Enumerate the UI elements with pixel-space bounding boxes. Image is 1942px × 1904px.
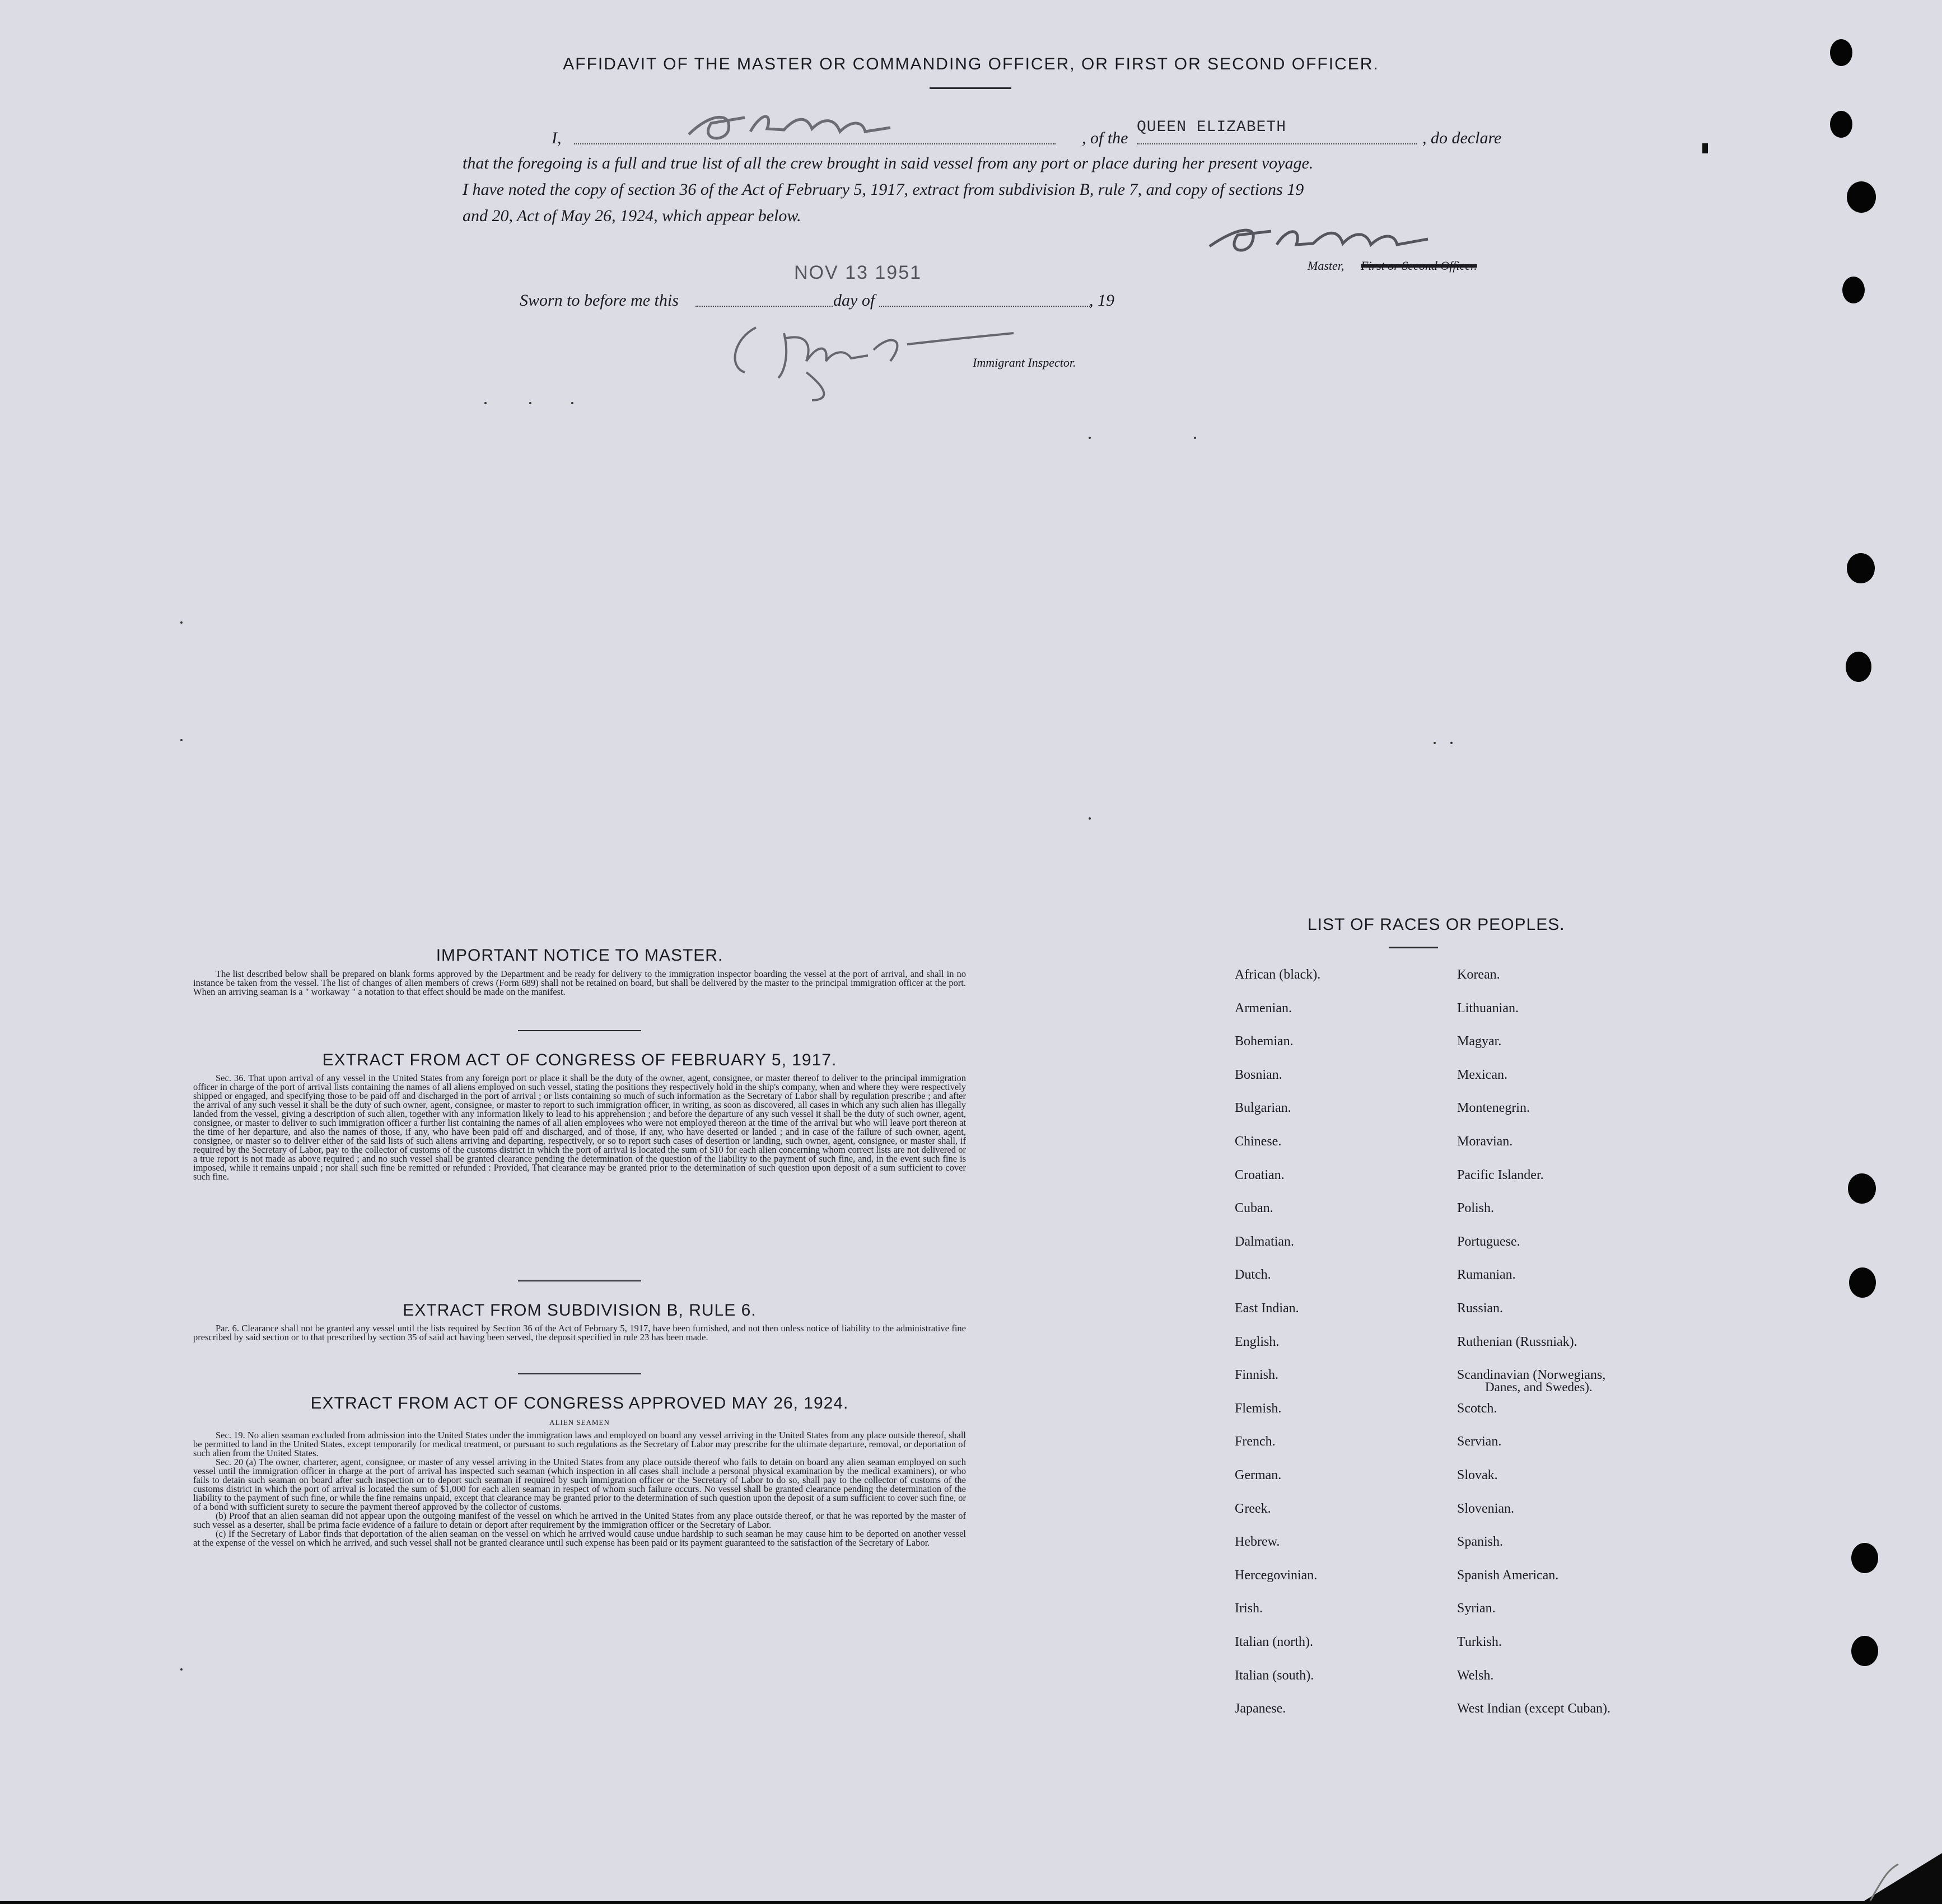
sec-20c-paragraph: (c) If the Secretary of Labor finds that deportation of the alien seaman on the vessel on which he arrived would cause undue hardship to such seaman he may cause him to be deported on another vessel at the expense of the vessel on which he arrived, and such vessel shall not be granted clearance until such expense has been paid or its payment guaranteed to the satisfaction of the Secretary of Labor. <box>193 1528 966 1548</box>
race-right-item: Russian. <box>1457 1301 1504 1316</box>
master-signature <box>1198 216 1445 260</box>
race-right-item: Montenegrin. <box>1457 1101 1530 1115</box>
race-right-item: Rumanian. <box>1457 1267 1516 1282</box>
race-right-item: Servian. <box>1457 1434 1502 1449</box>
extract-1917-divider <box>518 1280 641 1281</box>
speck <box>1450 742 1453 744</box>
speck <box>571 402 573 404</box>
punch-hole <box>1830 111 1852 138</box>
race-left-item: African (black). <box>1235 967 1321 982</box>
speck <box>1434 742 1436 744</box>
punch-hole <box>1848 1173 1876 1204</box>
notice-divider <box>518 1030 641 1031</box>
sworn-day-of: day of <box>833 291 875 310</box>
sec-20a-paragraph: Sec. 20 (a) The owner, charterer, agent, consignee, or master of any vessel arriving in the United States from any place outside thereof who fails to detain on board any alien seaman employed on such vessel until the immigration officer in charge at the port of arrival has inspected such seaman (which inspection in all cases shall include a personal physical examination by the medical examiners), or who fails to detain such seaman on board after such inspection or to deport such seaman if required by such immigration officer or the Secretary of Labor to do so, shall pay to the collector of customs of the customs district in which the port of arrival is located the sum of $1,000 for each alien seaman in respect of whom such failure occurs. No vessel shall be granted clearance pending the determination of the liability to the payment of such fine, or while the fine remains unpaid, except that clearance may be granted prior to the determination of such question upon the deposit of a sum sufficient to cover such fine, or of a bond with sufficient surety to secure the payment thereof approved by the collector of customs. <box>193 1457 966 1512</box>
speck <box>180 739 183 741</box>
race-right-item: Magyar. <box>1457 1034 1502 1049</box>
race-right-item: Ruthenian (Russniak). <box>1457 1335 1577 1349</box>
ink-mark <box>1702 143 1708 153</box>
race-right-item: Slovenian. <box>1457 1501 1514 1516</box>
race-right-item: Spanish American. <box>1457 1568 1559 1583</box>
extract-1924-title: EXTRACT FROM ACT OF CONGRESS APPROVED MAY 26, 1924. <box>310 1394 849 1412</box>
speck <box>1089 817 1091 820</box>
race-left-item: Chinese. <box>1235 1134 1282 1149</box>
bottom-edge <box>0 1901 1942 1904</box>
race-left-item: Irish. <box>1235 1601 1263 1616</box>
race-right-item: Slovak. <box>1457 1468 1498 1482</box>
speck <box>180 1668 183 1671</box>
punch-hole <box>1842 277 1865 303</box>
subdivision-b-title: EXTRACT FROM SUBDIVISION B, RULE 6. <box>403 1301 757 1320</box>
race-left-item: Japanese. <box>1235 1701 1286 1716</box>
race-right-item: Lithuanian. <box>1457 1001 1519 1016</box>
punch-hole <box>1851 1636 1878 1666</box>
race-left-item: Bosnian. <box>1235 1068 1282 1082</box>
race-left-item: Flemish. <box>1235 1401 1282 1416</box>
race-left-item: East Indian. <box>1235 1301 1299 1316</box>
subdivision-b-divider <box>518 1373 641 1374</box>
race-left-item: German. <box>1235 1468 1282 1482</box>
race-right-item: Syrian. <box>1457 1601 1496 1616</box>
alien-seamen-heading: ALIEN SEAMEN <box>549 1418 610 1426</box>
affidavit-of-the: , of the <box>1082 129 1128 147</box>
inspector-label: Immigrant Inspector. <box>973 355 1076 369</box>
race-right-item: Welsh. <box>1457 1668 1494 1683</box>
title-divider <box>930 87 1011 89</box>
race-left-item: Hebrew. <box>1235 1535 1280 1549</box>
speck <box>180 621 183 624</box>
race-left-item: Italian (north). <box>1235 1635 1313 1649</box>
race-right-item: Pacific Islander. <box>1457 1168 1544 1182</box>
master-label: Master, <box>1308 259 1345 273</box>
race-right-item: Scotch. <box>1457 1401 1497 1416</box>
date-stamp: NOV 13 1951 <box>794 262 922 283</box>
speck <box>1089 437 1091 439</box>
race-left-item: Croatian. <box>1235 1168 1285 1182</box>
scandinavian-continued: Danes, and Swedes). <box>1485 1380 1593 1394</box>
speck <box>1194 437 1196 439</box>
race-left-item: Finnish. <box>1235 1368 1279 1382</box>
affidavit-do-declare: , do declare <box>1422 129 1502 147</box>
affidavit-line-4: and 20, Act of May 26, 1924, which appear below. <box>463 207 801 225</box>
vessel-name: QUEEN ELIZABETH <box>1137 119 1287 136</box>
race-right-item: Polish. <box>1457 1201 1495 1215</box>
speck <box>529 402 531 404</box>
race-right-item: Portuguese. <box>1457 1234 1520 1249</box>
notice-body: The list described below shall be prepared on blank forms approved by the Department and be ready for delivery to the immigration inspector boarding the vessel at the port of arrival, and shall in no instance be taken from the vessel. The list of changes of alien members of crews (Form 689) shall not be retained on board, but shall be delivered by the master to the principal immigration officer at the port. When an arriving seaman is a " workaway " a notation to that effect should be made on the manifest. <box>193 969 966 997</box>
race-left-item: Cuban. <box>1235 1201 1273 1215</box>
punch-hole <box>1849 1267 1876 1298</box>
vessel-name-line <box>1137 141 1417 144</box>
race-left-item: Greek. <box>1235 1501 1271 1516</box>
races-divider <box>1389 947 1438 948</box>
page-corner-shadow <box>1848 1847 1942 1904</box>
affidavit-i: I, <box>552 129 562 147</box>
race-left-item: Dalmatian. <box>1235 1234 1294 1249</box>
punch-hole <box>1851 1543 1878 1573</box>
extract-1924-body <box>193 1431 966 1547</box>
struck-officer-label: First or Second Officer. <box>1361 259 1477 273</box>
affidavit-line-2: that the foregoing is a full and true list of all the crew brought in said vessel from any port or place during her present voyage. <box>463 154 1314 172</box>
race-right-item: Turkish. <box>1457 1635 1502 1649</box>
race-left-item: Bulgarian. <box>1235 1101 1291 1115</box>
race-left-item: Italian (south). <box>1235 1668 1314 1683</box>
notice-title: IMPORTANT NOTICE TO MASTER. <box>436 946 723 965</box>
sec-20b-paragraph: (b) Proof that an alien seaman did not appear upon the outgoing manifest of the vessel on which he arrived in the United States from any place outside thereof, or that he was reported by the master of such vessel as a deserter, shall be prima facie evidence of a failure to detain or deport after requirement by the immigration officer or the Secretary of Labor. <box>193 1510 966 1530</box>
extract-1917-body: Sec. 36. That upon arrival of any vessel in the United States from any foreign port or place it shall be the duty of the owner, agent, consignee, or master thereof to deliver to the principal immigration officer in charge of the port of arrival lists containing the names of all aliens employed on such vessel, stating the positions they respectively hold in the ship's company, when and where they were respectively shipped or engaged, and specifying those to be paid off and discharged in the port of arrival ; or lists containing so much of such information as the Secretary of Labor shall by regulation prescribe ; and after the arrival of any such vessel it shall be the duty of such owner, agent, consignee, or master to report to such immigration officer, in writing, as soon as discovered, all cases in which any such alien has illegally landed from the vessel, giving a description of such alien, together with any information likely to lead to his apprehension ; and before the departure of any such vessel it shall be the duty of such owner, agent, consignee, or master to deliver to such immigration officer a further list containing the names of all alien employees who were not employed thereon at the time of the arrival but who will leave port thereon at the time of her departure, and also the names of those, if any, who have been paid off and discharged, and of those, if any, who have deserted or landed ; and in case of the failure of such owner, agent, consignee, or master so to deliver either of the said lists of such aliens arriving and departing, respectively, or so to report such cases of desertion or landing, such owner, agent, consignee, or master shall, if required by the Secretary of Labor, pay to the collector of customs of the customs district in which the port of arrival is located the sum of $10 for each alien concerning whom correct lists are not delivered or a true report is not made as above required ; and no such vessel shall be granted clearance pending the determination of the question of the liability to the payment of such fine, and, in the event such fine is imposed, while it remains unpaid ; nor shall such fine be remitted or refunded : Provided, That clearance may be granted prior to the determination of such question upon deposit of a sum sufficient to cover such fine. <box>193 1073 966 1182</box>
punch-hole <box>1846 652 1871 682</box>
race-left-item: English. <box>1235 1335 1280 1349</box>
race-left-item: Dutch. <box>1235 1267 1271 1282</box>
declarant-signature <box>678 101 913 151</box>
affidavit-line-3: I have noted the copy of section 36 of the Act of February 5, 1917, extract from subdivision B, rule 7, and copy of sections 19 <box>463 180 1304 199</box>
race-left-item: Hercegovinian. <box>1235 1568 1318 1583</box>
race-right-item: Korean. <box>1457 967 1500 982</box>
speck <box>484 402 487 404</box>
race-right-item: Mexican. <box>1457 1068 1507 1082</box>
sworn-prefix: Sworn to before me this <box>520 291 679 310</box>
sworn-date-line <box>695 303 833 307</box>
race-right-item: Spanish. <box>1457 1535 1504 1549</box>
subdivision-b-body: Par. 6. Clearance shall not be granted any vessel until the lists required by Section 36 of the Act of February 5, 1917, have been furnished, and not then unless notice of liability to the administrative fine prescribed by said section or to that prescribed by section 35 of said act having been served, the deposit specified in rule 23 has been made. <box>193 1323 966 1342</box>
sec-19-paragraph: Sec. 19. No alien seaman excluded from admission into the United States under the immigration laws and employed on board any vessel arriving in the United States from any place outside thereof, shall be permitted to land in the United States, except temporarily for medical treatment, or pursuant to such regulations as the Secretary of Labor may prescribe for the ultimate departure, removal, or deportation of such alien from the United States. <box>193 1430 966 1458</box>
races-title: LIST OF RACES OR PEOPLES. <box>1308 915 1565 934</box>
race-left-item: Bohemian. <box>1235 1034 1294 1049</box>
race-right-item: West Indian (except Cuban). <box>1457 1701 1610 1716</box>
sworn-month-line <box>879 303 1092 307</box>
race-right-item: Moravian. <box>1457 1134 1513 1149</box>
extract-1917-title: EXTRACT FROM ACT OF CONGRESS OF FEBRUARY 5, 1917. <box>322 1051 837 1069</box>
race-left-item: French. <box>1235 1434 1276 1449</box>
punch-hole <box>1847 553 1875 583</box>
affidavit-title: AFFIDAVIT OF THE MASTER OR COMMANDING OFFICER, OR FIRST OR SECOND OFFICER. <box>563 55 1379 73</box>
sworn-year: , 19 <box>1089 291 1114 310</box>
punch-hole <box>1830 39 1852 66</box>
race-right-item: Scandinavian (Norwegians, <box>1457 1368 1606 1382</box>
race-left-item: Armenian. <box>1235 1001 1292 1016</box>
punch-hole <box>1847 181 1876 213</box>
